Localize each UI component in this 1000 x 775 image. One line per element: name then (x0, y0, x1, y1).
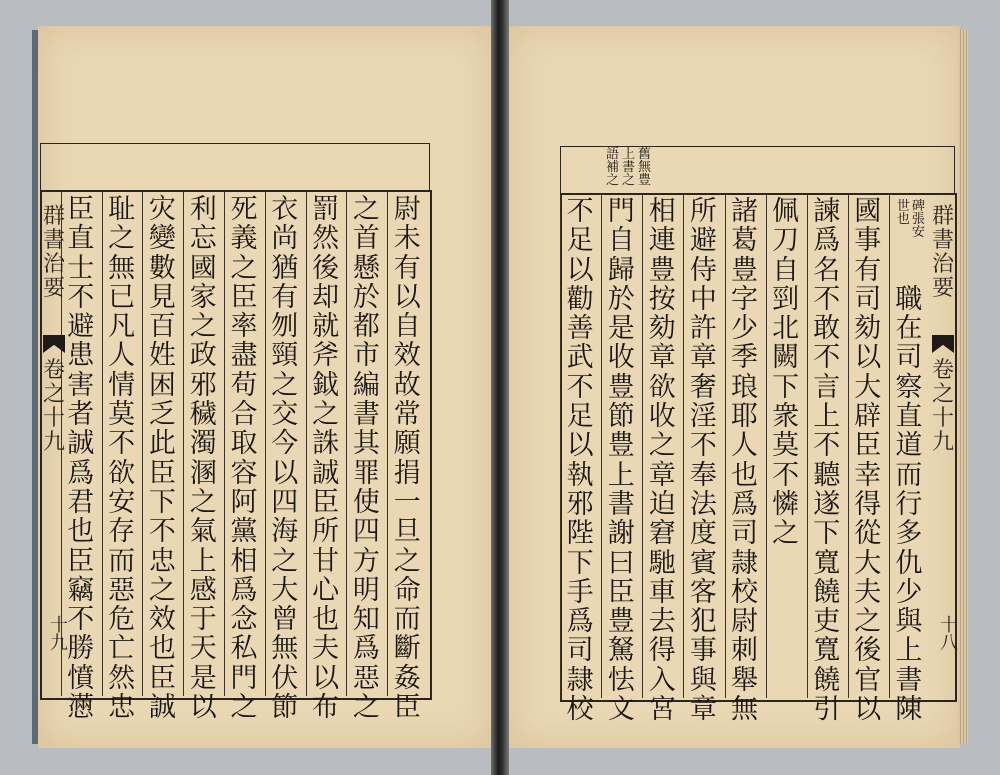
column-rule (683, 195, 684, 698)
column-rule (102, 192, 103, 696)
column-rule (265, 192, 266, 696)
left-text-column: 臣 直 士 不 避 患 害 者 誠 爲 君 也 臣 竊 不 勝 憤 懣 (67, 194, 95, 724)
column-rule (183, 192, 184, 696)
head-note (606, 148, 652, 187)
right-margin-title: 群 書 治 要 (931, 204, 954, 301)
right-text-column: 諸 葛 豊 字 少 季 琅 耶 人 也 爲 司 隷 校 尉 刺 舉 無 (731, 196, 758, 726)
head-note-line: 上 書 之 (622, 147, 636, 188)
left-text-column: 灾 變 數 見 百 姓 困 乏 此 臣 下 不 忠 之 效 也 臣 誠 (148, 194, 176, 724)
column-rule (306, 192, 307, 696)
column-rule (142, 192, 143, 696)
left-text-column: 罰 然 後 却 就 斧 鉞 之 誅 誠 臣 所 甘 心 也 夫 以 布 (312, 194, 340, 724)
interlinear-note: 碑 張 安 世 也 (896, 199, 925, 240)
right-text-column: 不 足 以 勸 善 武 不 足 以 執 邪 陛 下 手 爲 司 隷 校 (566, 196, 594, 726)
left-text-column: 死 義 之 臣 率 盡 苟 合 取 容 阿 黨 相 爲 念 私 門 之 (230, 194, 258, 724)
left-page-number: 十九 (47, 615, 68, 651)
column-rule (889, 195, 890, 698)
right-text-column: 職 在 司 察 直 道 而 行 多 仇 少 與 上 書 陳 (895, 283, 923, 726)
column-rule (601, 195, 602, 698)
right-page-number: 十八 (937, 615, 958, 651)
column-rule (642, 195, 643, 698)
right-text-column: 所 避 侍 中 許 章 奢 淫 不 奉 法 度 賓 客 犯 事 與 章 (689, 196, 717, 726)
left-text-column: 尉 未 有 以 自 效 故 常 願 捐 一 旦 之 命 而 斷 姦 臣 (393, 194, 421, 724)
head-note-line: 語 補 之 (606, 147, 620, 188)
right-text-column: 門 自 歸 於 是 收 豊 節 豊 上 書 謝 曰 臣 豊 駑 怯 文 (607, 196, 635, 726)
column-rule (766, 195, 767, 698)
left-text-column: 之 首 懸 於 都 市 編 書 其 罪 使 四 方 明 知 爲 惡 之 (352, 194, 380, 724)
right-text-column: 諫 爲 名 不 敢 不 言 上 不 聽 遂 下 寬 饒 吏 寬 饒 引 (813, 196, 841, 726)
column-rule (387, 192, 388, 696)
right-text-column: 佩 刀 自 剄 北 闕 下 衆 莫 不 憐 之 (772, 196, 800, 550)
book-spine (491, 0, 509, 775)
left-text-column: 耻 之 無 已 凡 人 情 莫 不 欲 安 存 而 惡 危 亡 然 忠 (108, 194, 136, 724)
right-margin-volume: 卷 之 十 九 (931, 358, 954, 455)
left-text-column: 衣 尚 猶 有 刎 頸 之 交 今 以 四 海 之 大 曾 無 伏 節 (271, 194, 299, 724)
column-rule (725, 195, 726, 698)
right-text-column: 相 連 豊 按 劾 章 欲 收 之 章 迫 窘 馳 車 去 得 入 宮 (648, 196, 676, 726)
column-rule (807, 195, 808, 698)
column-rule (346, 192, 347, 696)
column-rule (224, 192, 225, 696)
head-note-line: 舊 無 豊 (638, 147, 652, 188)
left-margin-title: 群 書 治 要 (42, 204, 65, 301)
left-text-column: 利 忘 國 家 之 政 邪 穢 濁 溷 之 氣 上 感 于 天 是 以 (189, 194, 217, 724)
left-head-box (40, 143, 430, 191)
column-rule (560, 195, 561, 698)
left-margin-volume: 卷 之 十 九 (42, 358, 65, 455)
column-rule (848, 195, 849, 698)
right-text-column: 國 事 有 司 劾 以 大 辟 臣 幸 得 從 大 夫 之 後 官 以 (854, 196, 882, 726)
